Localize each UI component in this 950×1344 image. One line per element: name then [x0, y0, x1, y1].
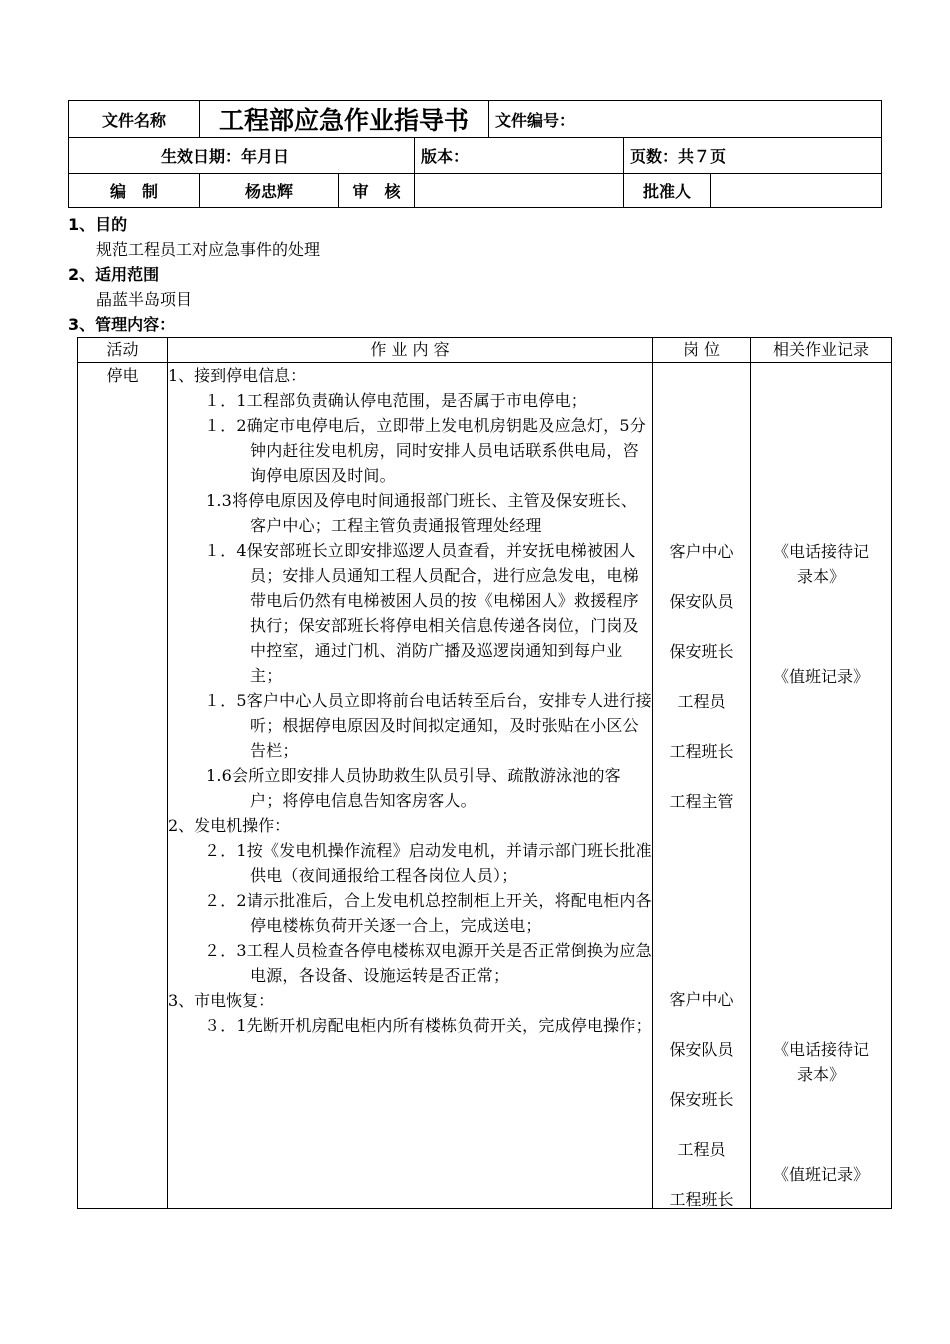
post-item: 工程主管	[669, 792, 734, 811]
content-line: １．1工程部负责确认停电范围，是否属于市电停电；	[204, 391, 587, 410]
records-cell	[751, 363, 892, 1209]
section-1-text: 规范工程员工对应急事件的处理	[96, 240, 321, 259]
post-item: 保安班长	[669, 642, 734, 661]
content-line: ２．3工程人员检查各停电楼栋双电源开关是否正常倒换为应急电源，各设备、设施运转是否正常；	[204, 941, 652, 985]
document-header-table	[68, 100, 882, 208]
version-label: 版本：	[415, 138, 624, 174]
content-line: ２．2请示批准后，合上发电机总控制柜上开关，将配电柜内各停电楼栋负荷开关逐一合上，完成送电；	[204, 891, 652, 935]
content-line: ２．1按《发电机操作流程》启动发电机，并请示部门班长批准供电（夜间通报给工程各岗位人员）；	[204, 841, 652, 885]
effective-date: 生效日期：年月日	[69, 138, 415, 174]
content-line: 3、市电恢复：	[168, 991, 275, 1010]
post-item: 保安队员	[669, 592, 734, 611]
approver-label: 批准人	[624, 174, 711, 208]
header-post: 岗 位	[653, 338, 751, 363]
section-2-text: 晶蓝半岛项目	[96, 290, 193, 309]
record-item: 《电话接待记	[772, 542, 869, 561]
content-line: 1.6会所立即安排人员协助救生队员引导、疏散游泳池的客户；将停电信息告知客房客人。	[206, 766, 621, 810]
record-item: 录本》	[796, 567, 845, 586]
header-content: 作 业 内 容	[168, 338, 653, 363]
activity-cell	[78, 363, 168, 1209]
file-name-label: 文件名称	[69, 101, 200, 138]
post-item: 工程员	[677, 692, 726, 711]
section-1-title: 1、目的	[68, 215, 128, 234]
post-item: 客户中心	[669, 990, 734, 1009]
header-records: 相关作业记录	[751, 338, 892, 363]
content-line: １．4保安部班长立即安排巡逻人员查看，并安抚电梯被困人员；安排人员通知工程人员配合，进行应急发电，电梯带电后仍然有电梯被困人员的按《电梯困人》救援程序执行；保安部班长将停电相关信息传递各岗位，门岗及中控室，通过门机、消防广播及巡逻岗通知到每户业主；	[204, 541, 639, 685]
content-line: ３．1先断开机房配电柜内所有楼栋负荷开关，完成停电操作；	[204, 1016, 652, 1035]
section-3-title: 3、管理内容：	[68, 315, 176, 334]
post-item: 工程班长	[669, 1190, 734, 1209]
content-cell	[168, 363, 653, 1209]
content-line: 1、接到停电信息：	[168, 366, 307, 385]
header-activity: 活动	[78, 338, 168, 363]
page-count: 页数：共７页	[624, 138, 882, 174]
post-item: 客户中心	[669, 542, 734, 561]
activity-label: 停电	[106, 366, 139, 385]
post-item: 工程班长	[669, 742, 734, 761]
prepared-label: 编 制	[69, 174, 200, 208]
review-label: 审 核	[339, 174, 415, 208]
record-item: 录本》	[796, 1065, 845, 1084]
content-line: 2、发电机操作：	[168, 816, 291, 835]
post-item: 保安班长	[669, 1090, 734, 1109]
section-2-title: 2、适用范围	[68, 265, 160, 284]
record-item: 《值班记录》	[772, 667, 869, 686]
content-line: 1.3将停电原因及停电时间通报部门班长、主管及保安班长、客户中心；工程主管负责通报管理处经理	[206, 491, 638, 535]
review-value	[415, 174, 624, 208]
approver-value	[711, 174, 882, 208]
post-item: 工程员	[677, 1140, 726, 1159]
procedure-table	[77, 337, 892, 1209]
record-item: 《值班记录》	[772, 1165, 869, 1184]
post-item: 保安队员	[669, 1040, 734, 1059]
record-item: 《电话接待记	[772, 1040, 869, 1059]
document-title: 工程部应急作业指导书	[200, 101, 489, 138]
prepared-by: 杨忠辉	[200, 174, 339, 208]
content-line: １．5客户中心人员立即将前台电话转至后台，安排专人进行接听；根据停电原因及时间拟定通知，及时张贴在小区公告栏；	[204, 691, 652, 760]
file-number-label: 文件编号：	[489, 101, 882, 138]
content-line: １．2确定市电停电后，立即带上发电机房钥匙及应急灯，5分钟内赶往发电机房，同时安排人员电话联系供电局，咨询停电原因及时间。	[204, 416, 646, 485]
post-cell	[653, 363, 751, 1209]
